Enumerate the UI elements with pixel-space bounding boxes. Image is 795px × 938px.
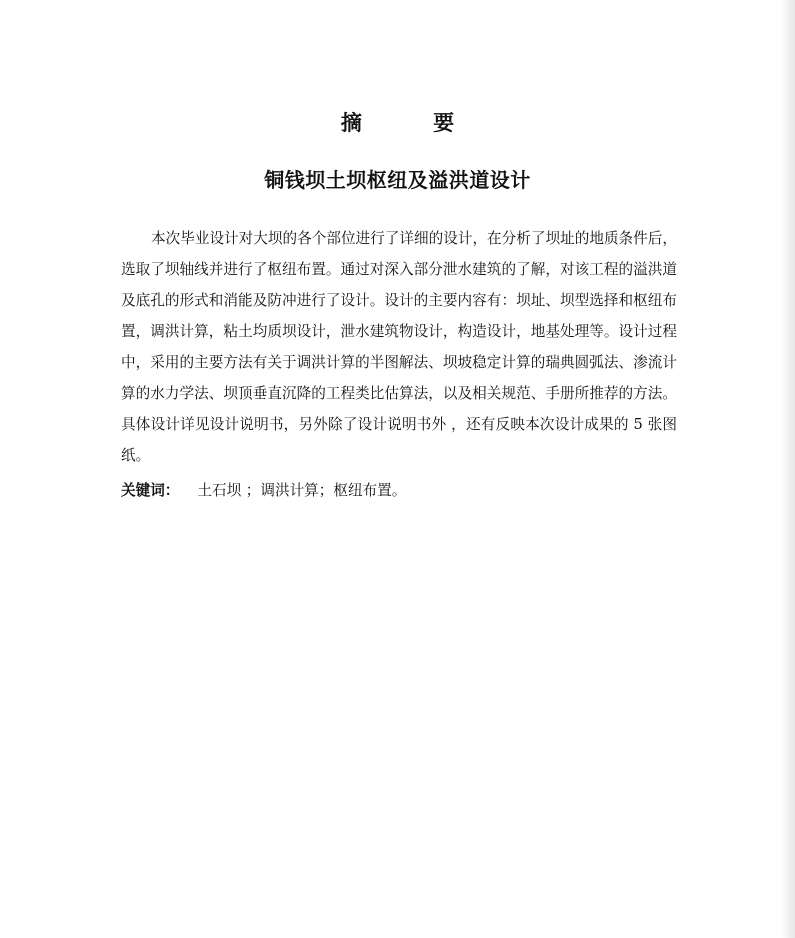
keywords-value: 土石坝 ；调洪计算；枢纽布置。 <box>197 482 407 499</box>
document-title: 铜钱坝土坝枢纽及溢洪道设计 <box>264 168 531 192</box>
page-edge-shadow <box>781 0 795 938</box>
page-heading: 摘 要 <box>340 111 487 135</box>
abstract-paragraph: 本次毕业设计对大坝的各个部位进行了详细的设计，在分析了坝址的地质条件后，选取了坝轴线并进行了枢纽布置。通过对深入部分泄水建筑的了解，对该工程的溢洪道及底孔的形式和消能及防冲进行了设计。设计的主要内容有：坝址、坝型选择和枢纽布置，调洪计算，粘土均质坝设计，泄水建筑物设计，构造设计，地基处理等。设计过程中，采用的主要方法有关于调洪计算的半图解法、坝坡稳定计算的瑞典圆弧法、渗流计算的水力学法、坝顶垂直沉降的工程类比估算法，以及相关规范、手册所推荐的方法。具体设计详见设计说明书，另外除了设计说明书外 ，还有反映本次设计成果的 5 张图纸。 <box>121 230 677 464</box>
keywords-label: 关键词： <box>121 482 180 499</box>
keywords-line <box>121 475 677 506</box>
